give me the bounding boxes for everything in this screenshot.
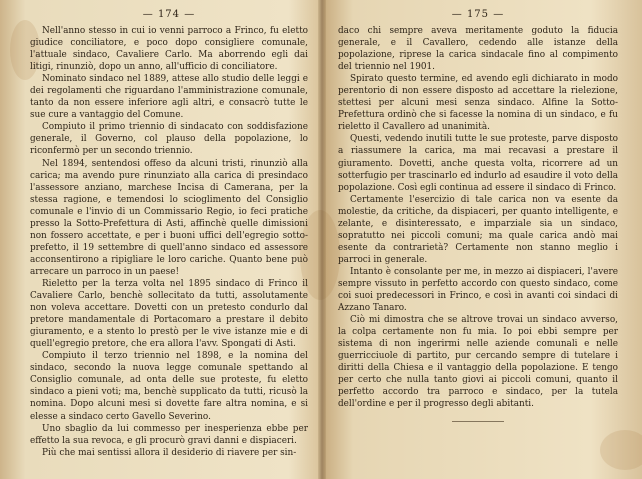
paragraph: Ciò mi dimostra che se altrove trovai un sindaco avverso, la colpa certamente non fu mia. Io poi ebbi sempre per sistema di non ingerirmi nelle aziende comunali e nelle guerricciuole di partito, pur cercando sempre di tutelare i diritti della Chiesa e il vantaggio della popolazione. E tengo per certo che nulla tanto giovi ai piccoli comuni, quanto il perfetto accordo tra parroco e sindaco, per la tutela dell'ordine e per il progresso degli abitanti. [338, 315, 618, 410]
paragraph: daco chi sempre aveva meritamente goduto la fiducia generale, e il Cavallero, cedendo alle istanze della popolazione, riprese la carica sindacale fino al compimento del triennio nel 1901. [338, 26, 618, 73]
book-gutter [318, 0, 326, 479]
paragraph: Certamente l'esercizio di tale carica non va esente da molestie, da critiche, da dispiaceri, per quanto intelligente, e zelante, e disinteressato, e imparziale sia un sindaco, sopratutto nei piccoli comuni; ma quale carica andò mai esente da contrarietà? Certamente non stanno meglio i parroci in generale. [338, 194, 618, 265]
right-page [326, 0, 642, 479]
page-number: — 175 — [451, 9, 505, 20]
paragraph: Rieletto per la terza volta nel 1895 sindaco di Frinco il Cavaliere Carlo, benchè sollecitato da tutti, assolutamente non voleva accettare. Dovetti con un pretesto condurlo dal pretore mandamentale di Portacomaro a prestare il debito giuramento, e a stento lo prestò per le vive istanze mie e di quell'egregio pretore, che era allora l'avv. Spongati di Asti. [30, 278, 308, 350]
paragraph: Compiuto il terzo triennio nel 1898, e la nomina del sindaco, secondo la nuova legge comunale spettando al Consiglio comunale, ad onta delle sue proteste, fu eletto sindaco a pieni voti; ma, benchè supplicato da tutti, ricusò la nomina. Dopo alcuni mesi si dovette fare altra nomina, e si elesse a sindaco certo Gavello Severino. [30, 351, 308, 422]
paragraph: Nominato sindaco nel 1889, attese allo studio delle leggi e dei regolamenti che riguardano l'amministrazione comunale, tanto da non essere inferiore agli altri, e consacrò tutte le sue cure a vantaggio del Comune. [30, 74, 308, 121]
paragraph: Nell'anno stesso in cui io venni parroco a Frinco, fu eletto giudice conciliatore, e poco dopo consigliere comunale, l'attuale sindaco, Cavaliere Carlo. Ma aborrendo egli dai litigi, rinunziò, dopo un anno, all'ufficio di conciliatore. [30, 26, 308, 73]
page-number: — 174 — [142, 9, 196, 20]
section-rule [452, 421, 504, 422]
paragraph: Nel 1894, sentendosi offeso da alcuni tristi, rinunziò alla carica; ma avendo pure rinunziato alla carica di presindaco l'assessore anziano, marchese Incisa di Camerana, per la stessa ragione, e temendosi lo scioglimento del Consiglio comunale e l'invio di un Commissario Regio, io feci pratiche presso la Sotto-Prefettura di Asti, affinchè quelle dimissioni non fossero accettate, e per i buoni uffici dell'egregio sotto-prefetto, il 19 settembre di quell'anno sindaco ed assessore acconsentirono a ripigliare le loro cariche. Quanto bene può arrecare un parroco in un paese! [30, 158, 308, 277]
paragraph: Più che mai sentissi allora il desiderio di riavere per sin- [42, 447, 297, 458]
paragraph: Questi, vedendo inutili tutte le sue proteste, parve disposto a riassumere la carica, ma mai recavasi a prestare il giuramento. Dovetti, anche questa volta, ricorrere ad un sotterfugio per trascinarlo ed indurlo ad esaudire il voto della popolazione. Così egli continua ad essere il sindaco di Frinco. [338, 134, 618, 193]
left-page [0, 0, 318, 479]
paragraph: Compiuto il primo triennio di sindacato con soddisfazione generale, il Governo, col plauso della popolazione, lo riconfermò per un secondo triennio. [30, 122, 308, 157]
paragraph: Uno sbaglio da lui commesso per inesperienza ebbe per effetto la sua revoca, e gli procurò gravi danni e dispiaceri. [30, 423, 308, 446]
paragraph: Intanto è consolante per me, in mezzo ai dispiaceri, l'avere sempre vissuto in perfetto accordo con questo sindaco, come coi suoi predecessori in Frinco, e così in avanti coi sindaci di Azzano Tanaro. [338, 266, 618, 314]
paragraph: Spirato questo termine, ed avendo egli dichiarato in modo perentorio di non essere disposto ad accettare la rielezione, stettesi per alcuni mesi senza sindaco. Alfine la Sotto-Prefettura ordinò che si facesse la nomina di un sindaco, e fu rieletto il Cavallero ad unanimità. [338, 74, 618, 133]
